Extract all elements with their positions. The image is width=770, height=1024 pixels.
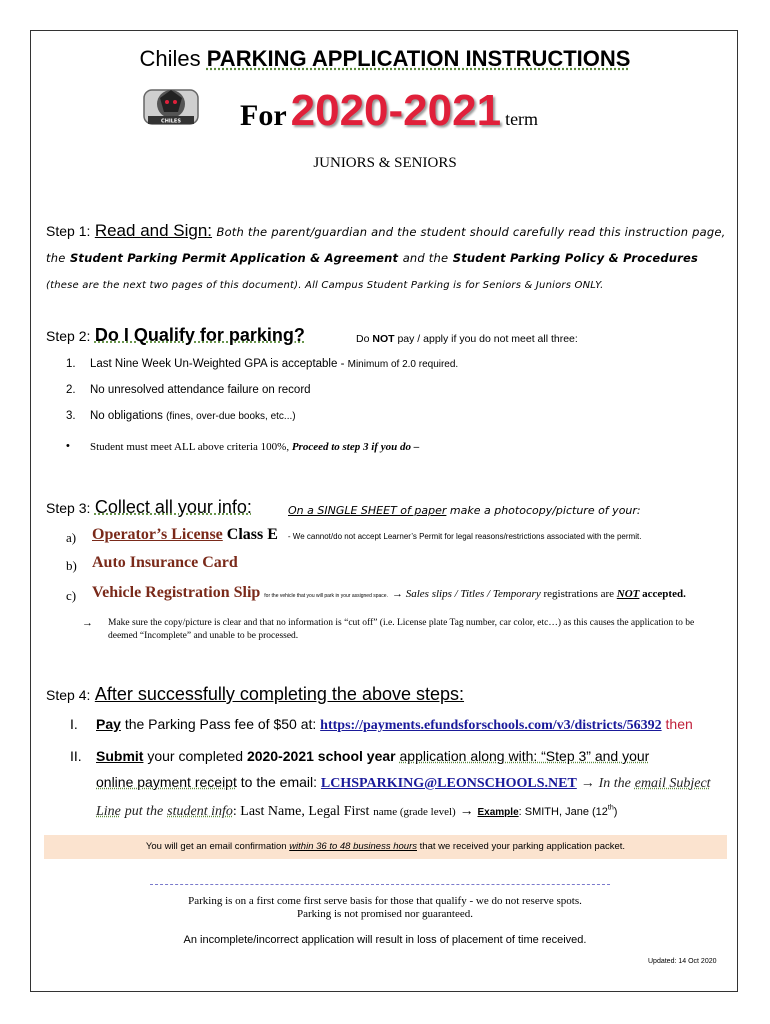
step3-note xyxy=(288,504,641,517)
step2-header xyxy=(46,325,305,346)
svg-text:CHILES: CHILES xyxy=(161,118,181,125)
step3-note-underlined: On a SINGLE SHEET of paper xyxy=(288,504,447,517)
step4-header xyxy=(46,684,464,705)
list-item-number: I. xyxy=(70,716,78,732)
step2-note xyxy=(356,333,578,345)
list-item-number: 1. xyxy=(66,358,76,370)
step1-text-b: and the xyxy=(402,251,449,265)
list-item-number: 2. xyxy=(66,384,76,396)
step2-label: Step 2: xyxy=(46,328,91,344)
footer-line1: Parking is on a first come first serve basis for those that qualify - we do not reserve spots. xyxy=(188,895,582,907)
registration-not: NOT xyxy=(616,588,640,600)
list-item-note: for the vehicle that you will park in your assigned space. xyxy=(264,593,388,599)
step2-note-not: NOT xyxy=(372,333,395,345)
registration-mid: registrations are xyxy=(543,588,615,600)
step3-label: Step 3: xyxy=(46,500,91,516)
list-item xyxy=(90,384,311,396)
step1-text: Both the parent/guardian and the student should carefully read this instruction page, the xyxy=(46,225,726,265)
step2-note-pre: Do xyxy=(356,333,370,345)
list-item-text: No unresolved attendance failure on record xyxy=(90,384,311,396)
term-label: term xyxy=(505,109,539,129)
term-year: 2020-2021 xyxy=(290,86,502,135)
step4-label: Step 4: xyxy=(46,687,91,703)
footer-warning: An incomplete/incorrect application will result in loss of placement of time received. xyxy=(183,934,587,946)
email-label: to the email: xyxy=(240,774,318,790)
list-item-letter: a) xyxy=(66,530,77,545)
arrow-icon: → xyxy=(459,804,474,819)
step1-application-ref: Student Parking Permit Application & Agreement xyxy=(69,251,399,265)
step4-instructions xyxy=(0,716,770,826)
step1-heading: Read and Sign: xyxy=(94,221,213,240)
step1-text-c: (these are the next two pages of this document). All Campus Student Parking is for Seniors & Juniors ONLY. xyxy=(46,280,604,291)
list-item-note: (fines, over-due books, etc...) xyxy=(166,411,296,422)
subject-info: student info xyxy=(167,804,233,819)
receipt-text: online payment receipt xyxy=(96,774,237,790)
document-list xyxy=(0,526,770,606)
criteria-text: Student must meet ALL above criteria 100%, xyxy=(90,441,290,453)
pay-label: Pay xyxy=(96,716,121,732)
submit-label: Submit xyxy=(96,748,144,764)
bullet-icon: • xyxy=(66,440,70,452)
list-item xyxy=(96,716,693,734)
list-item-letter: b) xyxy=(66,558,77,573)
list-item-extra: Class E xyxy=(226,526,278,543)
term-line xyxy=(240,86,538,136)
subject-format: : Last Name, Legal First xyxy=(232,804,370,819)
updated-date: Updated: 14 Oct 2020 xyxy=(648,958,717,965)
example-sup: th xyxy=(607,804,614,812)
registration-end: accepted. xyxy=(642,588,686,600)
list-item-note: Minimum of 2.0 required. xyxy=(347,359,459,370)
example-text: : SMITH, Jane (12 xyxy=(518,806,608,818)
list-item-text: Auto Insurance Card xyxy=(92,554,238,571)
subject-underlined: email Subject xyxy=(634,776,711,791)
pay-text: the Parking Pass fee of $50 at: xyxy=(124,716,317,732)
title-prefix: Chiles xyxy=(139,46,201,71)
step1-label: Step 1: xyxy=(46,223,91,239)
criteria-proceed: Proceed to step 3 if you do – xyxy=(291,441,420,453)
step4-colon: : xyxy=(459,684,465,704)
arrow-icon: → xyxy=(391,588,403,600)
step4-heading: After successfully completing the above steps xyxy=(94,684,460,704)
list-item-text: No obligations xyxy=(90,410,163,422)
step3-header xyxy=(46,497,252,518)
confirmation-banner xyxy=(44,835,727,859)
submit-text: your completed xyxy=(147,748,244,764)
title-main: PARKING APPLICATION INSTRUCTIONS xyxy=(206,46,631,71)
submit-dotted: application along with: “Step 3” and your xyxy=(399,748,650,764)
footer-line2: Parking is not promised nor guaranteed. xyxy=(297,908,473,920)
list-item-note: - We cannot/do not accept Learner’s Permit for legal reasons/restrictions associated with the permit. xyxy=(287,532,642,541)
divider xyxy=(150,884,610,885)
arrow-icon: → xyxy=(82,617,93,629)
audience-label: JUNIORS & SENIORS xyxy=(313,155,457,171)
list-item xyxy=(90,358,458,370)
subject-grade: name (grade level) xyxy=(373,806,456,818)
step3-heading: Collect all your info: xyxy=(94,497,252,517)
payment-link[interactable]: https://payments.efundsforschools.com/v3/districts/56392 xyxy=(320,718,662,733)
registration-italic: Sales slips / Titles / Temporary xyxy=(405,588,541,600)
subject-line-word: Line xyxy=(96,804,121,819)
subject-italic: In the xyxy=(598,776,631,791)
list-item-number: 3. xyxy=(66,410,76,422)
list-item-text: Operator’s License xyxy=(92,526,223,543)
step3-note-post: make a photocopy/picture of your: xyxy=(449,504,641,517)
subject-put: put the xyxy=(124,804,164,819)
list-item-letter: c) xyxy=(66,588,77,603)
banner-timeframe: within 36 to 48 business hours xyxy=(289,841,417,852)
then-label: then xyxy=(665,716,693,732)
step1-policy-ref: Student Parking Policy & Procedures xyxy=(452,251,699,265)
list-item xyxy=(92,554,238,572)
list-item xyxy=(90,410,296,422)
footer-notice xyxy=(0,895,770,921)
list-item-number: II. xyxy=(70,748,82,764)
example-close: ) xyxy=(613,806,618,818)
email-link[interactable]: LCHSPARKING@LEONSCHOOLS.NET xyxy=(320,776,577,791)
for-label: For xyxy=(240,99,287,132)
qualification-list xyxy=(0,358,770,458)
registration-note xyxy=(392,588,686,600)
list-item xyxy=(92,584,686,602)
submit-year: 2020-2021 school year xyxy=(246,748,396,764)
step2-heading: Do I Qualify for parking? xyxy=(94,325,305,345)
email-line xyxy=(96,774,711,792)
list-item xyxy=(96,748,649,764)
banner-post: that we received your parking application packet. xyxy=(419,841,626,852)
list-item-text: Last Nine Week Un-Weighted GPA is acceptable - xyxy=(90,358,345,370)
school-logo-image xyxy=(138,76,204,134)
step1-section xyxy=(46,218,726,298)
arrow-icon: → xyxy=(580,776,595,791)
step2-note-post: pay / apply if you do not meet all three: xyxy=(397,333,578,345)
example-label: Example xyxy=(477,807,519,818)
list-item xyxy=(92,526,641,544)
banner-pre: You will get an email confirmation xyxy=(145,841,287,852)
page-title xyxy=(0,46,770,72)
subject-line xyxy=(96,802,617,820)
arrow-note-text: Make sure the copy/picture is clear and that no information is “cut off” (i.e. License plate Tag number, car color, etc…) as this causes the application to be deemed “Incomplete” and unable to be processed. xyxy=(108,618,695,641)
list-item-text: Vehicle Registration Slip xyxy=(92,584,261,601)
criteria-note xyxy=(90,441,419,453)
